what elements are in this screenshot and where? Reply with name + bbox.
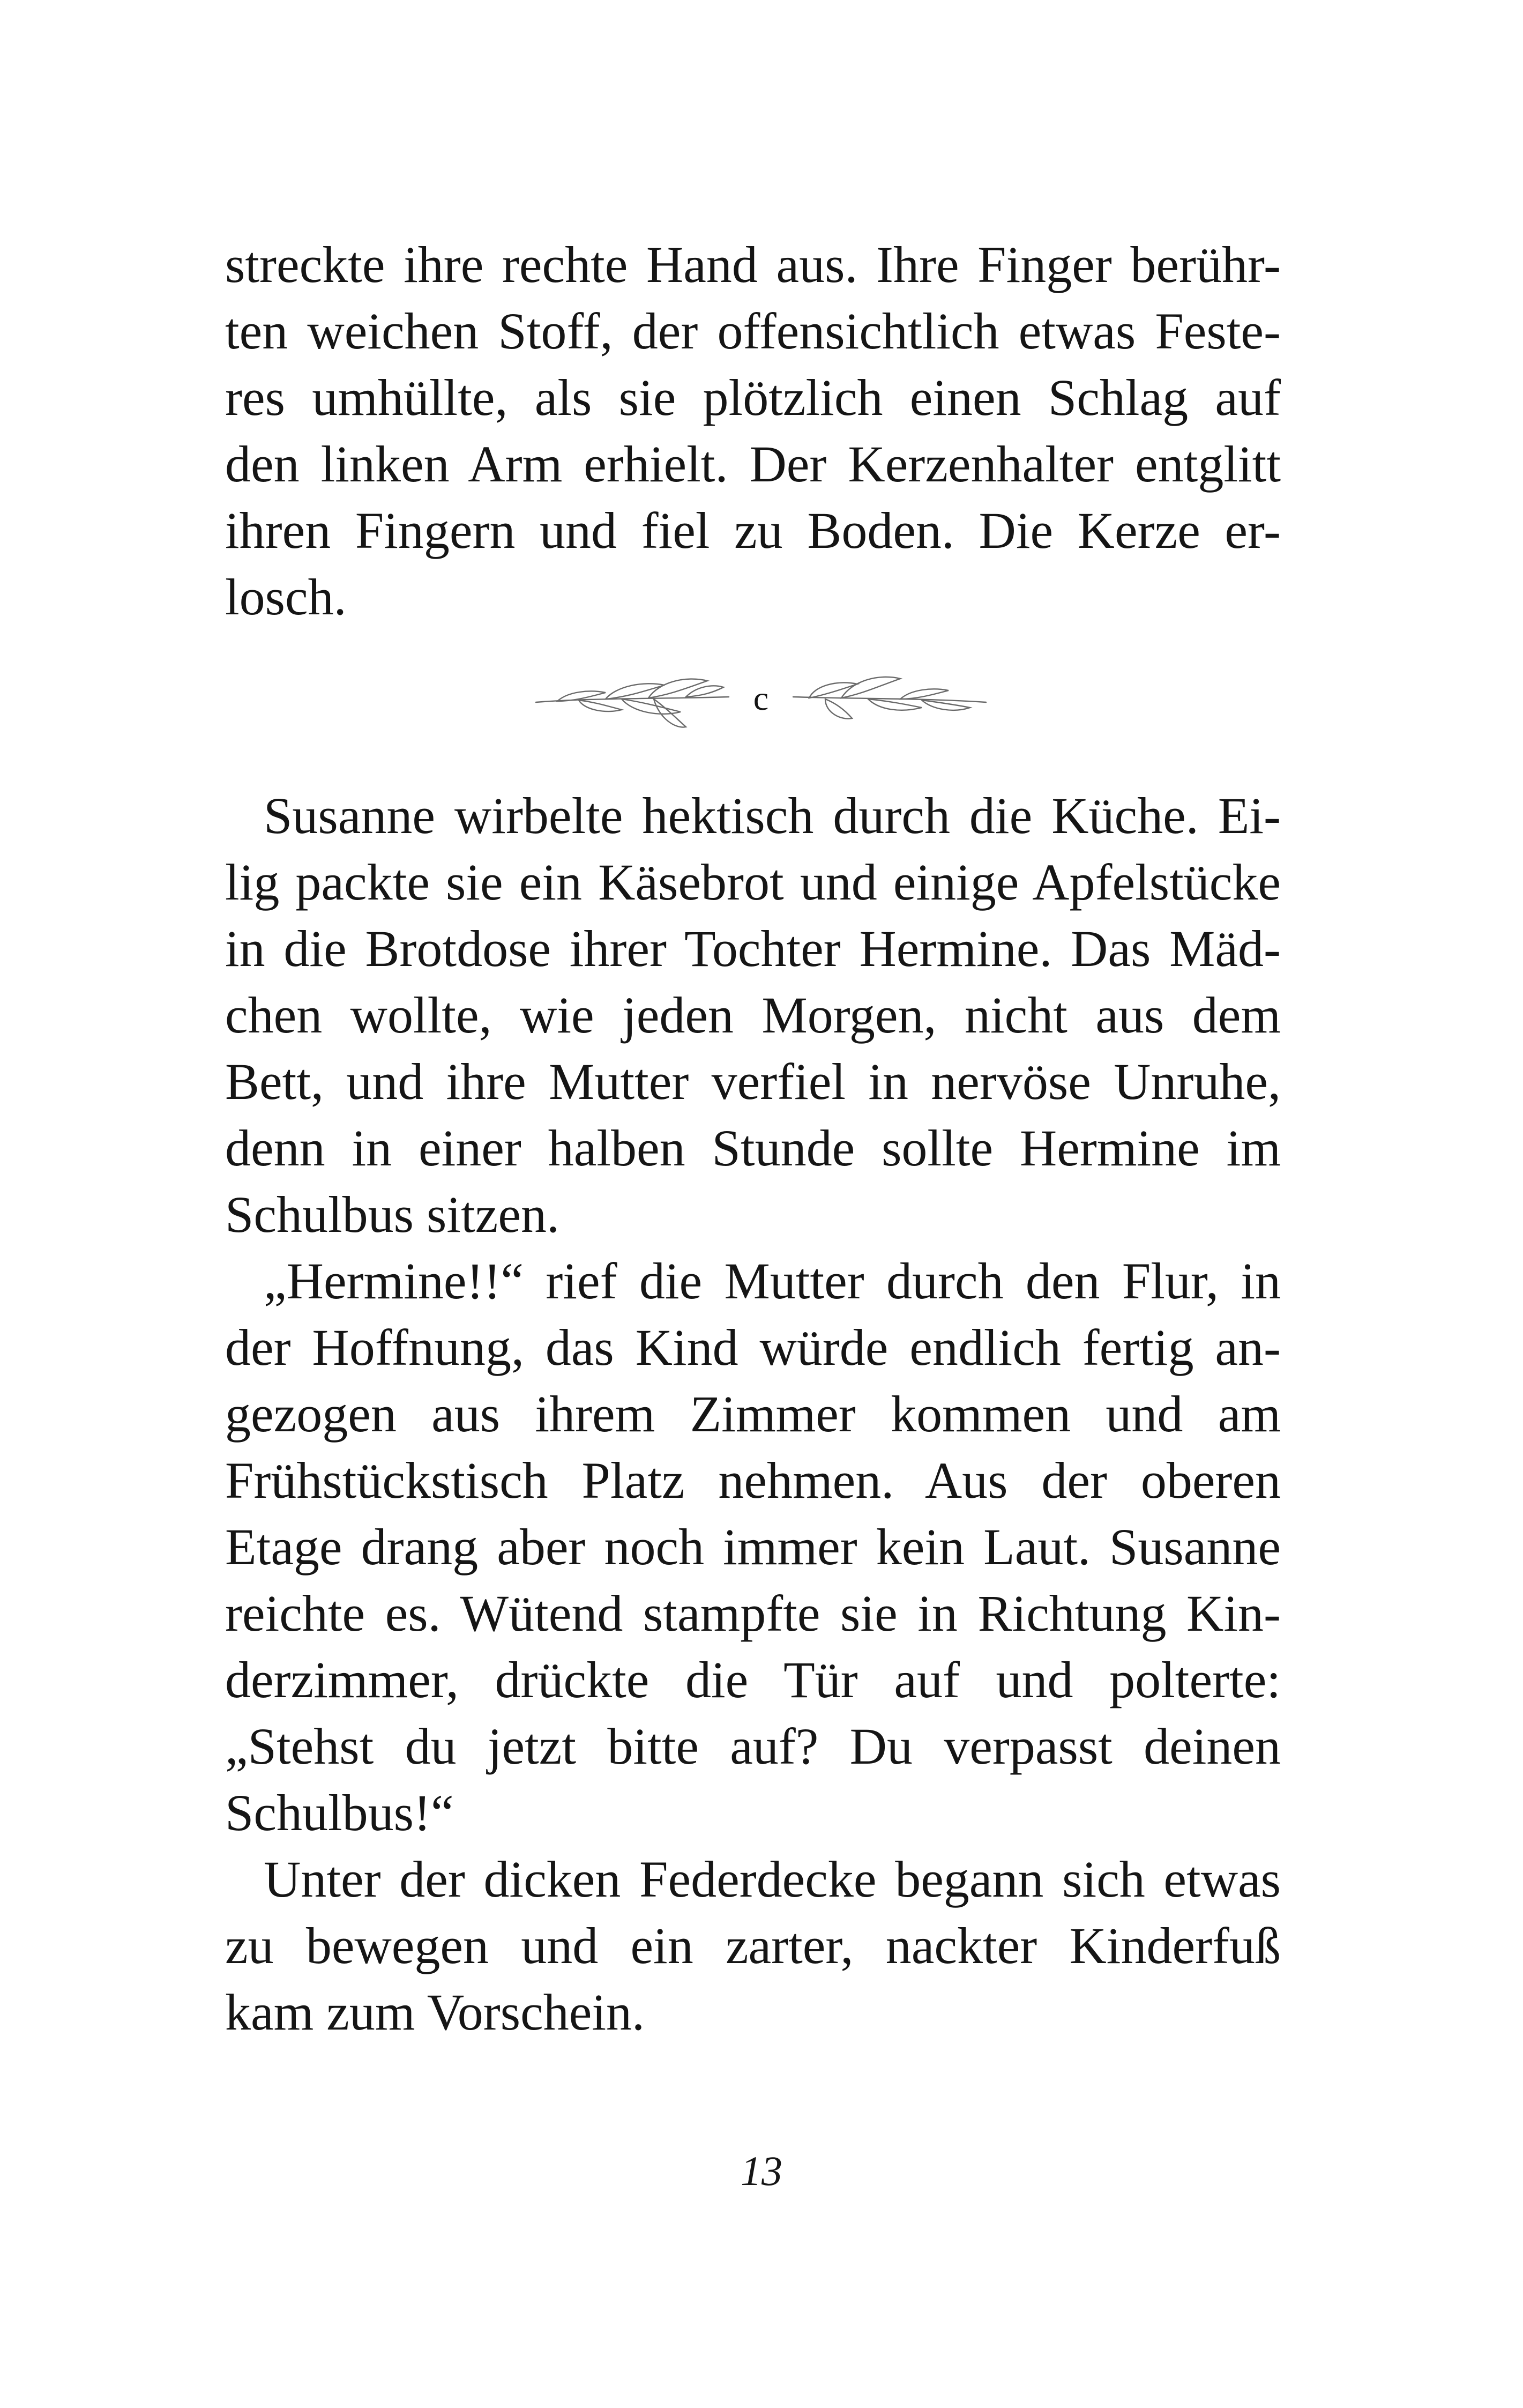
text-line: Bett, und ihre Mutter verfiel in nervöse Unruhe, [225,1053,1281,1110]
text-line: „Hermine!!“ rief die Mutter durch den Flur, in [264,1252,1281,1310]
text-line: „Stehst du jetzt bitte auf? Du verpasst deinen [225,1718,1281,1775]
text-line: Frühstückstisch Platz nehmen. Aus der oberen [225,1452,1281,1509]
text-line: denn in einer halben Stunde sollte Hermine im [225,1119,1281,1177]
text-line: res umhüllte, als sie plötzlich einen Schlag auf [225,369,1281,426]
text-line: streckte ihre rechte Hand aus. Ihre Finger berühr- [225,236,1281,293]
paragraph-new-scene [225,783,1281,2046]
text-line: Susanne wirbelte hektisch durch die Küche. Ei- [264,787,1281,844]
text-line: Etage drang aber noch immer kein Laut. Susanne [225,1518,1281,1575]
text-line: derzimmer, drückte die Tür auf und polterte: [225,1651,1281,1708]
text-line: Schulbus sitzen. [225,1186,559,1243]
text-line: kam zum Vorschein. [225,1983,645,2041]
text-line: ten weichen Stoff, der offensichtlich etwas Feste- [225,302,1281,360]
text-line: der Hoffnung, das Kind würde endlich fertig an- [225,1319,1281,1376]
text-line: chen wollte, wie jeden Morgen, nicht aus dem [225,986,1281,1044]
moon-glyph: c [753,679,769,717]
text-line: in die Brotdose ihrer Tochter Hermine. Das Mäd- [225,920,1281,977]
leaf-branch-moon-divider-icon [525,654,997,740]
text-line: losch. [225,568,347,626]
text-line: lig packte sie ein Käsebrot und einige Apfelstücke [225,853,1281,911]
text-line: reichte es. Wütend stampfte sie in Richtung Kin- [225,1585,1281,1642]
paragraph-scene-end [225,232,1281,630]
text-line: gezogen aus ihrem Zimmer kommen und am [225,1385,1281,1443]
page-number: 13 [741,2147,782,2194]
text-line: zu bewegen und ein zarter, nackter Kinderfuß [225,1917,1281,1974]
text-line: ihren Fingern und fiel zu Boden. Die Kerze er- [225,502,1281,559]
text-line: den linken Arm erhielt. Der Kerzenhalter entglitt [225,435,1281,493]
text-line: Unter der dicken Federdecke begann sich etwas [264,1850,1281,1908]
text-line: Schulbus!“ [225,1784,454,1841]
